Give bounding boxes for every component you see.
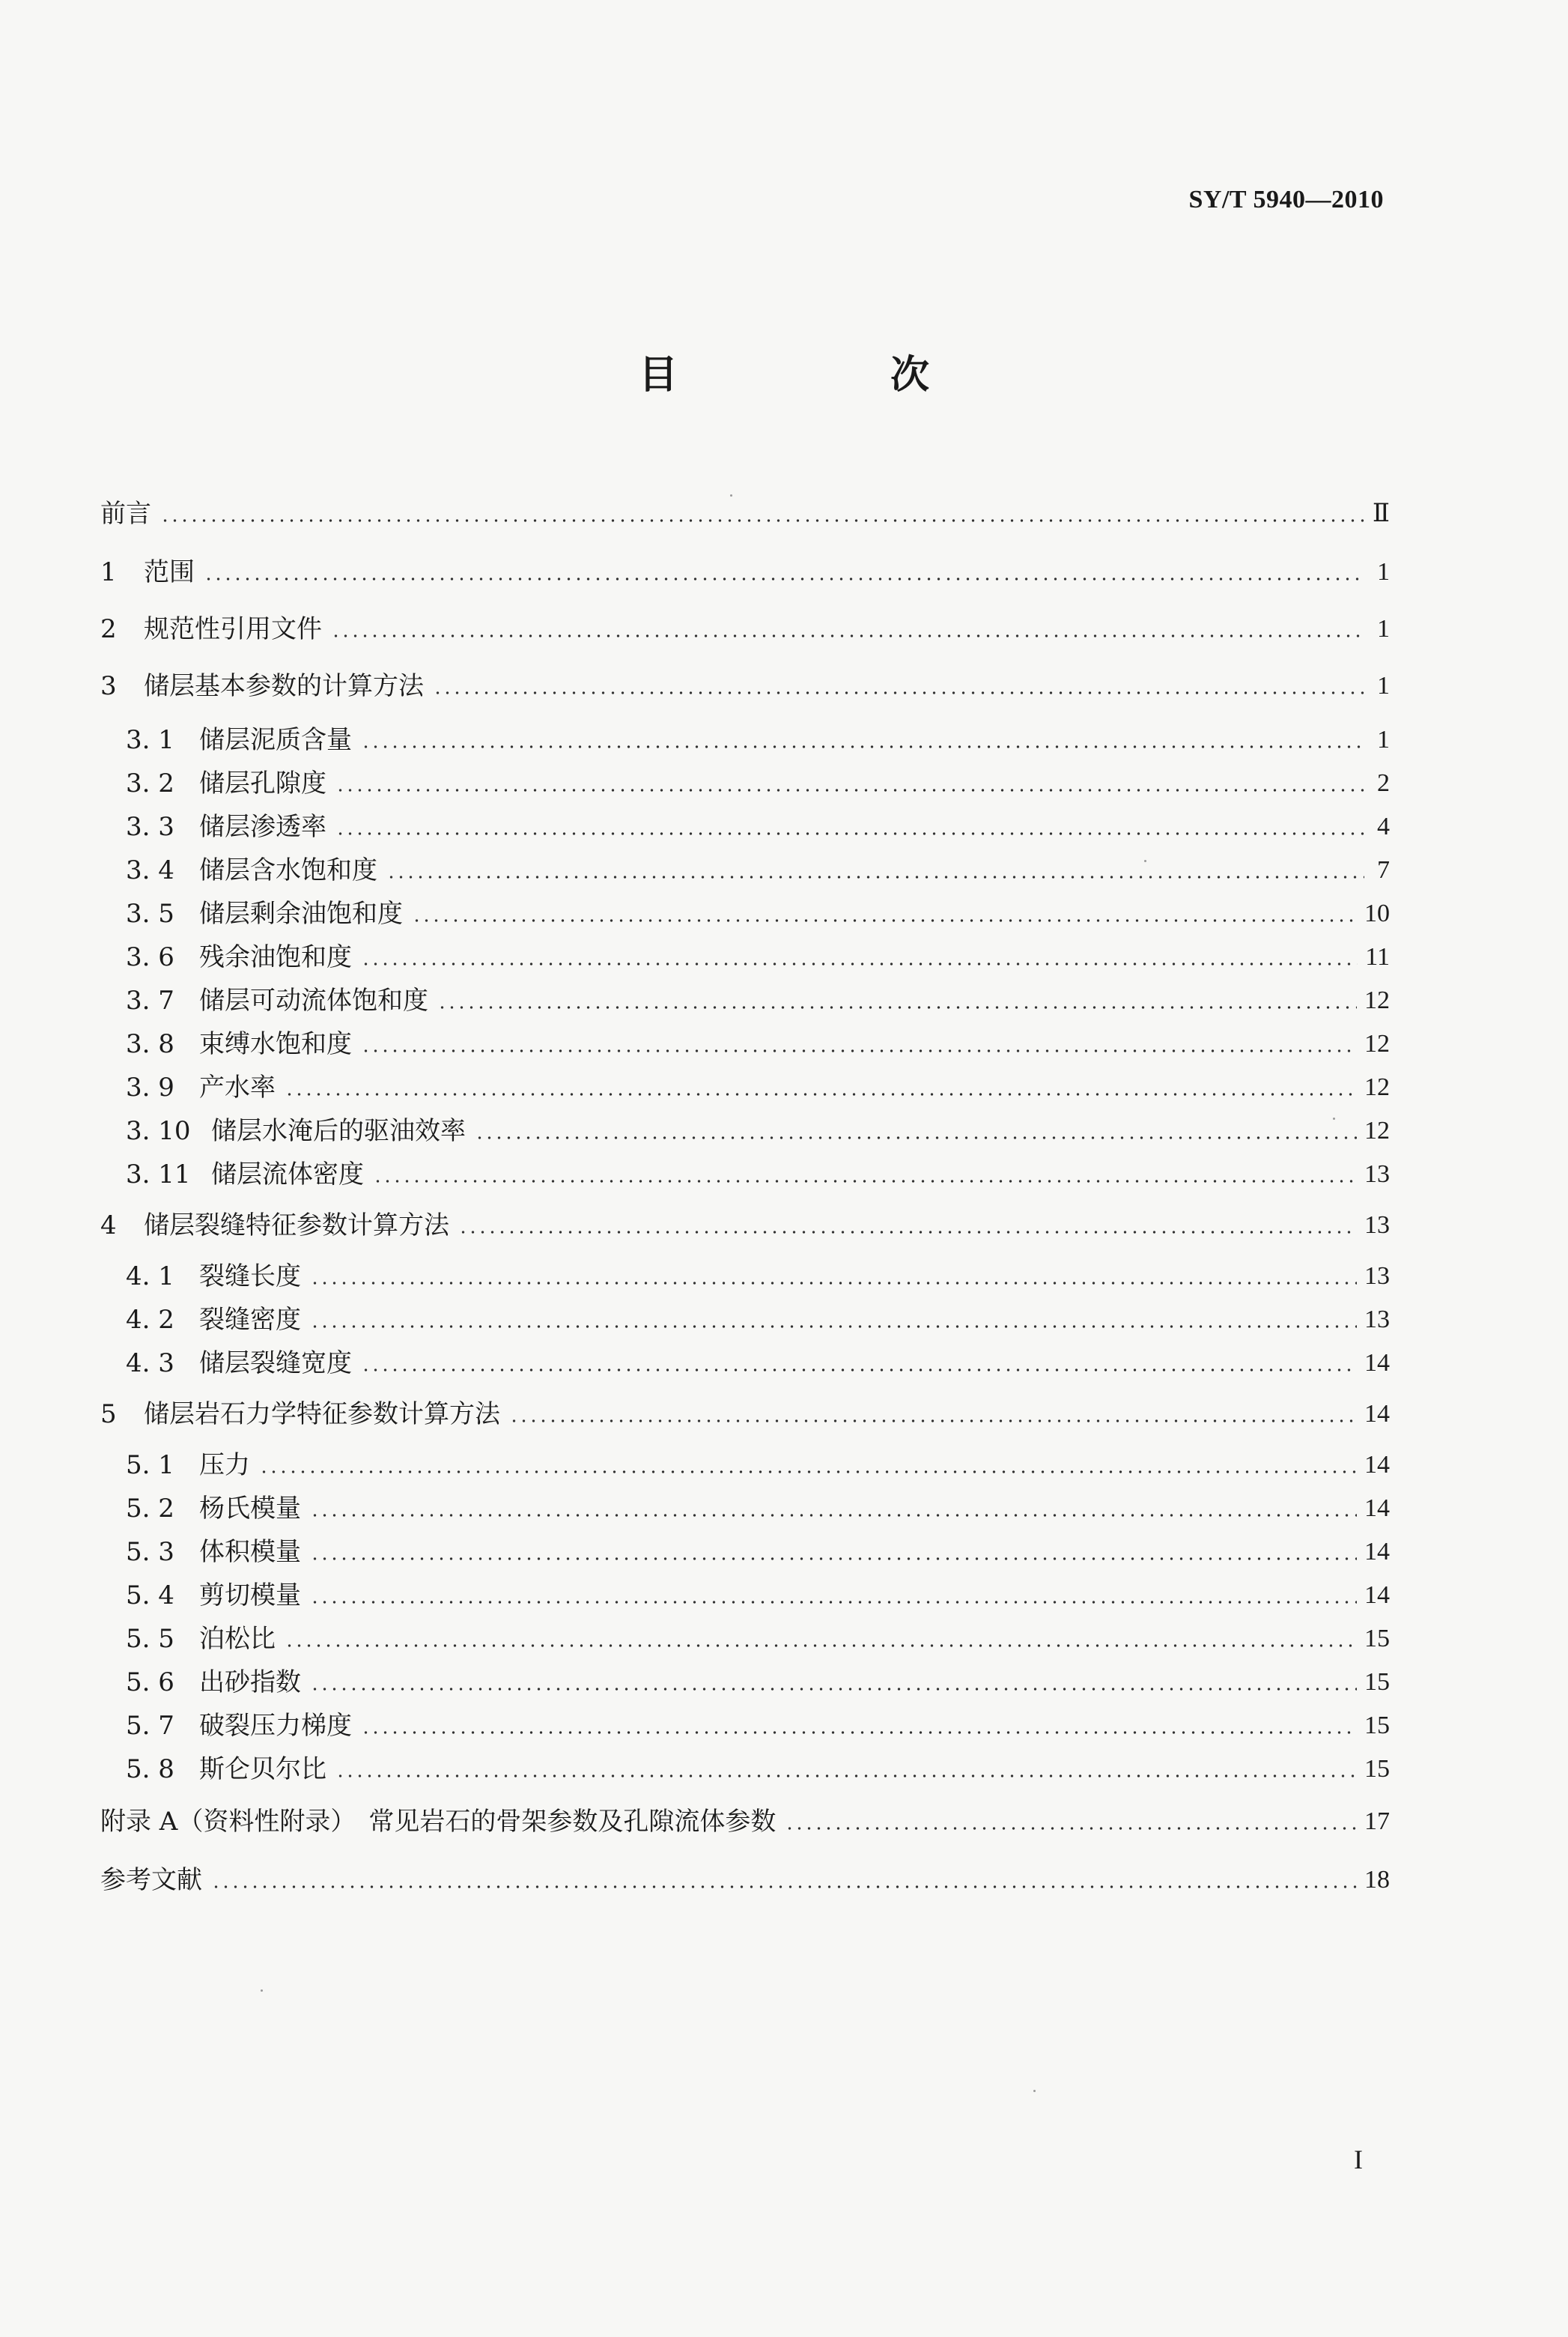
toc-entry-number: 3. 11 [126, 1160, 191, 1189]
dot-leader [412, 918, 1357, 923]
dot-leader [458, 1230, 1357, 1234]
toc-entry[interactable] [126, 1536, 1390, 1568]
toc-entry-number: 3. 10 [126, 1116, 191, 1146]
dot-leader [361, 1730, 1357, 1735]
toc-entry[interactable] [126, 1622, 1390, 1655]
toc-entry[interactable] [126, 1158, 1390, 1191]
page-title: 目 次 [638, 352, 1016, 398]
toc-entry-number: 5. 6 [126, 1667, 174, 1697]
dot-leader [335, 831, 1364, 836]
toc-entry-number: 3. 4 [126, 855, 174, 885]
toc-entry-label: 储层孔隙度 [199, 769, 326, 798]
dot-leader [310, 1324, 1357, 1329]
toc-entry[interactable] [126, 897, 1390, 930]
dot-leader [373, 1179, 1357, 1183]
toc-entry[interactable] [126, 1303, 1390, 1336]
dot-leader [785, 1826, 1357, 1831]
toc-entry-label: 储层裂缝宽度 [199, 1348, 352, 1378]
toc-entry-number: 3. 9 [126, 1073, 174, 1103]
dot-leader [259, 1470, 1357, 1474]
toc-entry-page: 1 [1377, 558, 1390, 586]
toc-entry[interactable] [126, 724, 1390, 757]
dot-leader [361, 1368, 1357, 1372]
toc-entry[interactable] [126, 1071, 1390, 1104]
dot-leader [211, 1885, 1357, 1889]
toc-entry-number: 3. 2 [126, 769, 174, 798]
toc-entry-label: 破裂压力梯度 [199, 1711, 352, 1741]
toc-entry-number: 3. 3 [126, 812, 174, 842]
scan-speck [1033, 2090, 1036, 2092]
toc-entry[interactable] [126, 941, 1390, 974]
toc-entry-page: 15 [1364, 1625, 1390, 1652]
toc-entry-number: 5. 4 [126, 1580, 174, 1610]
toc-entry-page: 17 [1364, 1807, 1390, 1835]
toc-entry-page: 13 [1364, 1160, 1390, 1188]
toc-entry-label: 产水率 [199, 1073, 276, 1103]
toc-entry[interactable] [100, 1398, 1390, 1431]
toc-entry[interactable] [100, 556, 1390, 589]
dot-leader [361, 962, 1358, 966]
dot-leader [361, 1049, 1357, 1053]
toc-entry-label: 裂缝长度 [199, 1261, 301, 1291]
toc-entry-number: 3. 6 [126, 942, 174, 972]
scan-speck [1144, 860, 1146, 862]
toc-entry[interactable] [126, 1115, 1390, 1148]
toc-entry-page: 14 [1364, 1581, 1390, 1609]
dot-leader [335, 788, 1364, 792]
toc-entry-page: 11 [1365, 943, 1390, 971]
toc-entry[interactable] [126, 810, 1390, 843]
scan-speck [261, 1989, 263, 1992]
toc-entry-number: 5. 8 [126, 1754, 174, 1784]
dot-leader [335, 1774, 1357, 1778]
toc-entry-label: 规范性引用文件 [144, 614, 322, 644]
toc-entry-number: 5 [100, 1399, 117, 1429]
toc-entry-number: 4. 2 [126, 1305, 174, 1335]
toc-entry[interactable] [100, 497, 1390, 530]
toc-entry[interactable] [100, 1805, 1390, 1838]
toc-entry-page: 4 [1377, 813, 1390, 840]
toc-entry-label: 体积模量 [199, 1537, 301, 1567]
toc-entry-page: 14 [1364, 1494, 1390, 1522]
toc-entry-page: 12 [1364, 1117, 1390, 1145]
toc-entry-number: 5. 2 [126, 1494, 174, 1524]
toc-entry-number: 3. 1 [126, 725, 174, 755]
toc-entry-page: 13 [1364, 1262, 1390, 1290]
dot-leader [160, 518, 1364, 523]
dot-leader [204, 577, 1364, 581]
dot-leader [331, 634, 1364, 638]
toc-entry-label: 杨氏模量 [199, 1494, 301, 1524]
toc-entry[interactable] [126, 767, 1390, 800]
toc-entry-number: 3. 7 [126, 986, 174, 1016]
toc-entry-number: 3. 5 [126, 899, 174, 929]
toc-entry-label: 裂缝密度 [199, 1305, 301, 1335]
toc-entry-page: 1 [1377, 726, 1390, 754]
toc-entry-label: 储层水淹后的驱油效率 [211, 1116, 466, 1146]
toc-entry[interactable] [100, 613, 1390, 646]
toc-entry-label: 储层岩石力学特征参数计算方法 [144, 1399, 500, 1429]
toc-entry-page: 12 [1364, 1073, 1390, 1101]
toc-entry[interactable] [100, 1209, 1390, 1242]
dot-leader [386, 875, 1364, 879]
toc-entry-label: 泊松比 [199, 1624, 276, 1654]
dot-leader [285, 1092, 1357, 1097]
toc-entry-page: 15 [1364, 1712, 1390, 1739]
toc-entry[interactable] [100, 1864, 1390, 1897]
toc-entry-page: 13 [1364, 1306, 1390, 1333]
toc-entry-label: 前言 [100, 499, 151, 529]
toc-entry[interactable] [126, 1492, 1390, 1525]
toc-entry-label: 储层流体密度 [211, 1160, 364, 1189]
toc-entry-label: 残余油饱和度 [199, 942, 352, 972]
scan-speck [1333, 1118, 1335, 1120]
dot-leader [285, 1643, 1357, 1648]
toc-entry[interactable] [126, 1579, 1390, 1612]
toc-entry-label: 储层可动流体饱和度 [199, 986, 428, 1016]
toc-entry[interactable] [100, 670, 1390, 703]
toc-entry-page: 14 [1364, 1538, 1390, 1565]
toc-entry-page: 15 [1364, 1668, 1390, 1696]
toc-entry-page: 15 [1364, 1755, 1390, 1783]
toc-entry-page: 14 [1364, 1451, 1390, 1479]
dot-leader [433, 691, 1364, 695]
toc-entry[interactable] [126, 1449, 1390, 1482]
dot-leader [361, 745, 1364, 749]
toc-entry-number: 2 [100, 614, 117, 644]
toc-entry[interactable] [126, 1753, 1390, 1786]
dot-leader [475, 1136, 1357, 1140]
toc-entry-number: 4. 3 [126, 1348, 174, 1378]
toc-entry-page: 2 [1377, 769, 1390, 797]
toc-entry-number: 5. 5 [126, 1624, 174, 1654]
toc-entry-label: 出砂指数 [199, 1667, 301, 1697]
toc-entry-label: 储层剩余油饱和度 [199, 899, 403, 929]
toc-entry-page: 1 [1377, 672, 1390, 700]
dot-leader [437, 1005, 1357, 1010]
dot-leader [310, 1281, 1357, 1285]
toc-entry[interactable] [126, 1260, 1390, 1293]
toc-entry-page: 18 [1364, 1866, 1390, 1894]
toc-entry-label: 储层基本参数的计算方法 [144, 671, 424, 701]
toc-entry-label: 斯仑贝尔比 [199, 1754, 326, 1784]
toc-entry-page: Ⅱ [1372, 500, 1390, 527]
scan-speck [730, 494, 732, 497]
toc-entry-page: 12 [1364, 986, 1390, 1014]
toc-entry-page: 1 [1377, 615, 1390, 643]
toc-entry-label: 压力 [199, 1450, 250, 1480]
toc-entry-number: 5. 3 [126, 1537, 174, 1567]
toc-entry-page: 12 [1364, 1030, 1390, 1058]
toc-entry[interactable] [126, 1709, 1390, 1742]
toc-entry-number: 5. 7 [126, 1711, 174, 1741]
toc-entry-number: 4. 1 [126, 1261, 174, 1291]
page-number: I [1354, 2144, 1363, 2174]
toc-entry-label: 储层含水饱和度 [199, 855, 377, 885]
toc-entry[interactable] [126, 1028, 1390, 1061]
toc-entry[interactable] [126, 984, 1390, 1017]
toc-entry-label: 参考文献 [100, 1865, 202, 1895]
toc-entry-label: 储层泥质含量 [199, 725, 352, 755]
dot-leader [310, 1557, 1357, 1561]
toc-entry-label: 范围 [144, 557, 195, 587]
toc-entry-label: 储层裂缝特征参数计算方法 [144, 1210, 449, 1240]
dot-leader [509, 1419, 1357, 1423]
toc-entry-number: 4 [100, 1210, 117, 1240]
toc-entry-page: 7 [1377, 856, 1390, 884]
dot-leader [310, 1600, 1357, 1604]
toc-entry-page: 10 [1364, 900, 1390, 927]
toc-entry[interactable] [126, 1666, 1390, 1699]
toc-entry-number: 3. 8 [126, 1029, 174, 1059]
toc-entry-page: 14 [1364, 1400, 1390, 1428]
toc-entry-number: 5. 1 [126, 1450, 174, 1480]
dot-leader [310, 1513, 1357, 1518]
standard-code: SY/T 5940—2010 [1188, 186, 1384, 213]
toc-entry-label: 储层渗透率 [199, 812, 326, 842]
toc-entry[interactable] [126, 854, 1390, 887]
toc-entry-number: 1 [100, 557, 117, 587]
toc-entry-page: 13 [1364, 1211, 1390, 1239]
toc-entry-label: 束缚水饱和度 [199, 1029, 352, 1059]
dot-leader [310, 1687, 1357, 1691]
toc-entry-number: 3 [100, 671, 117, 701]
toc-entry[interactable] [126, 1347, 1390, 1380]
toc-entry-label: 附录 A（资料性附录） 常见岩石的骨架参数及孔隙流体参数 [100, 1807, 777, 1837]
toc-entry-page: 14 [1364, 1349, 1390, 1377]
toc-entry-label: 剪切模量 [199, 1580, 301, 1610]
